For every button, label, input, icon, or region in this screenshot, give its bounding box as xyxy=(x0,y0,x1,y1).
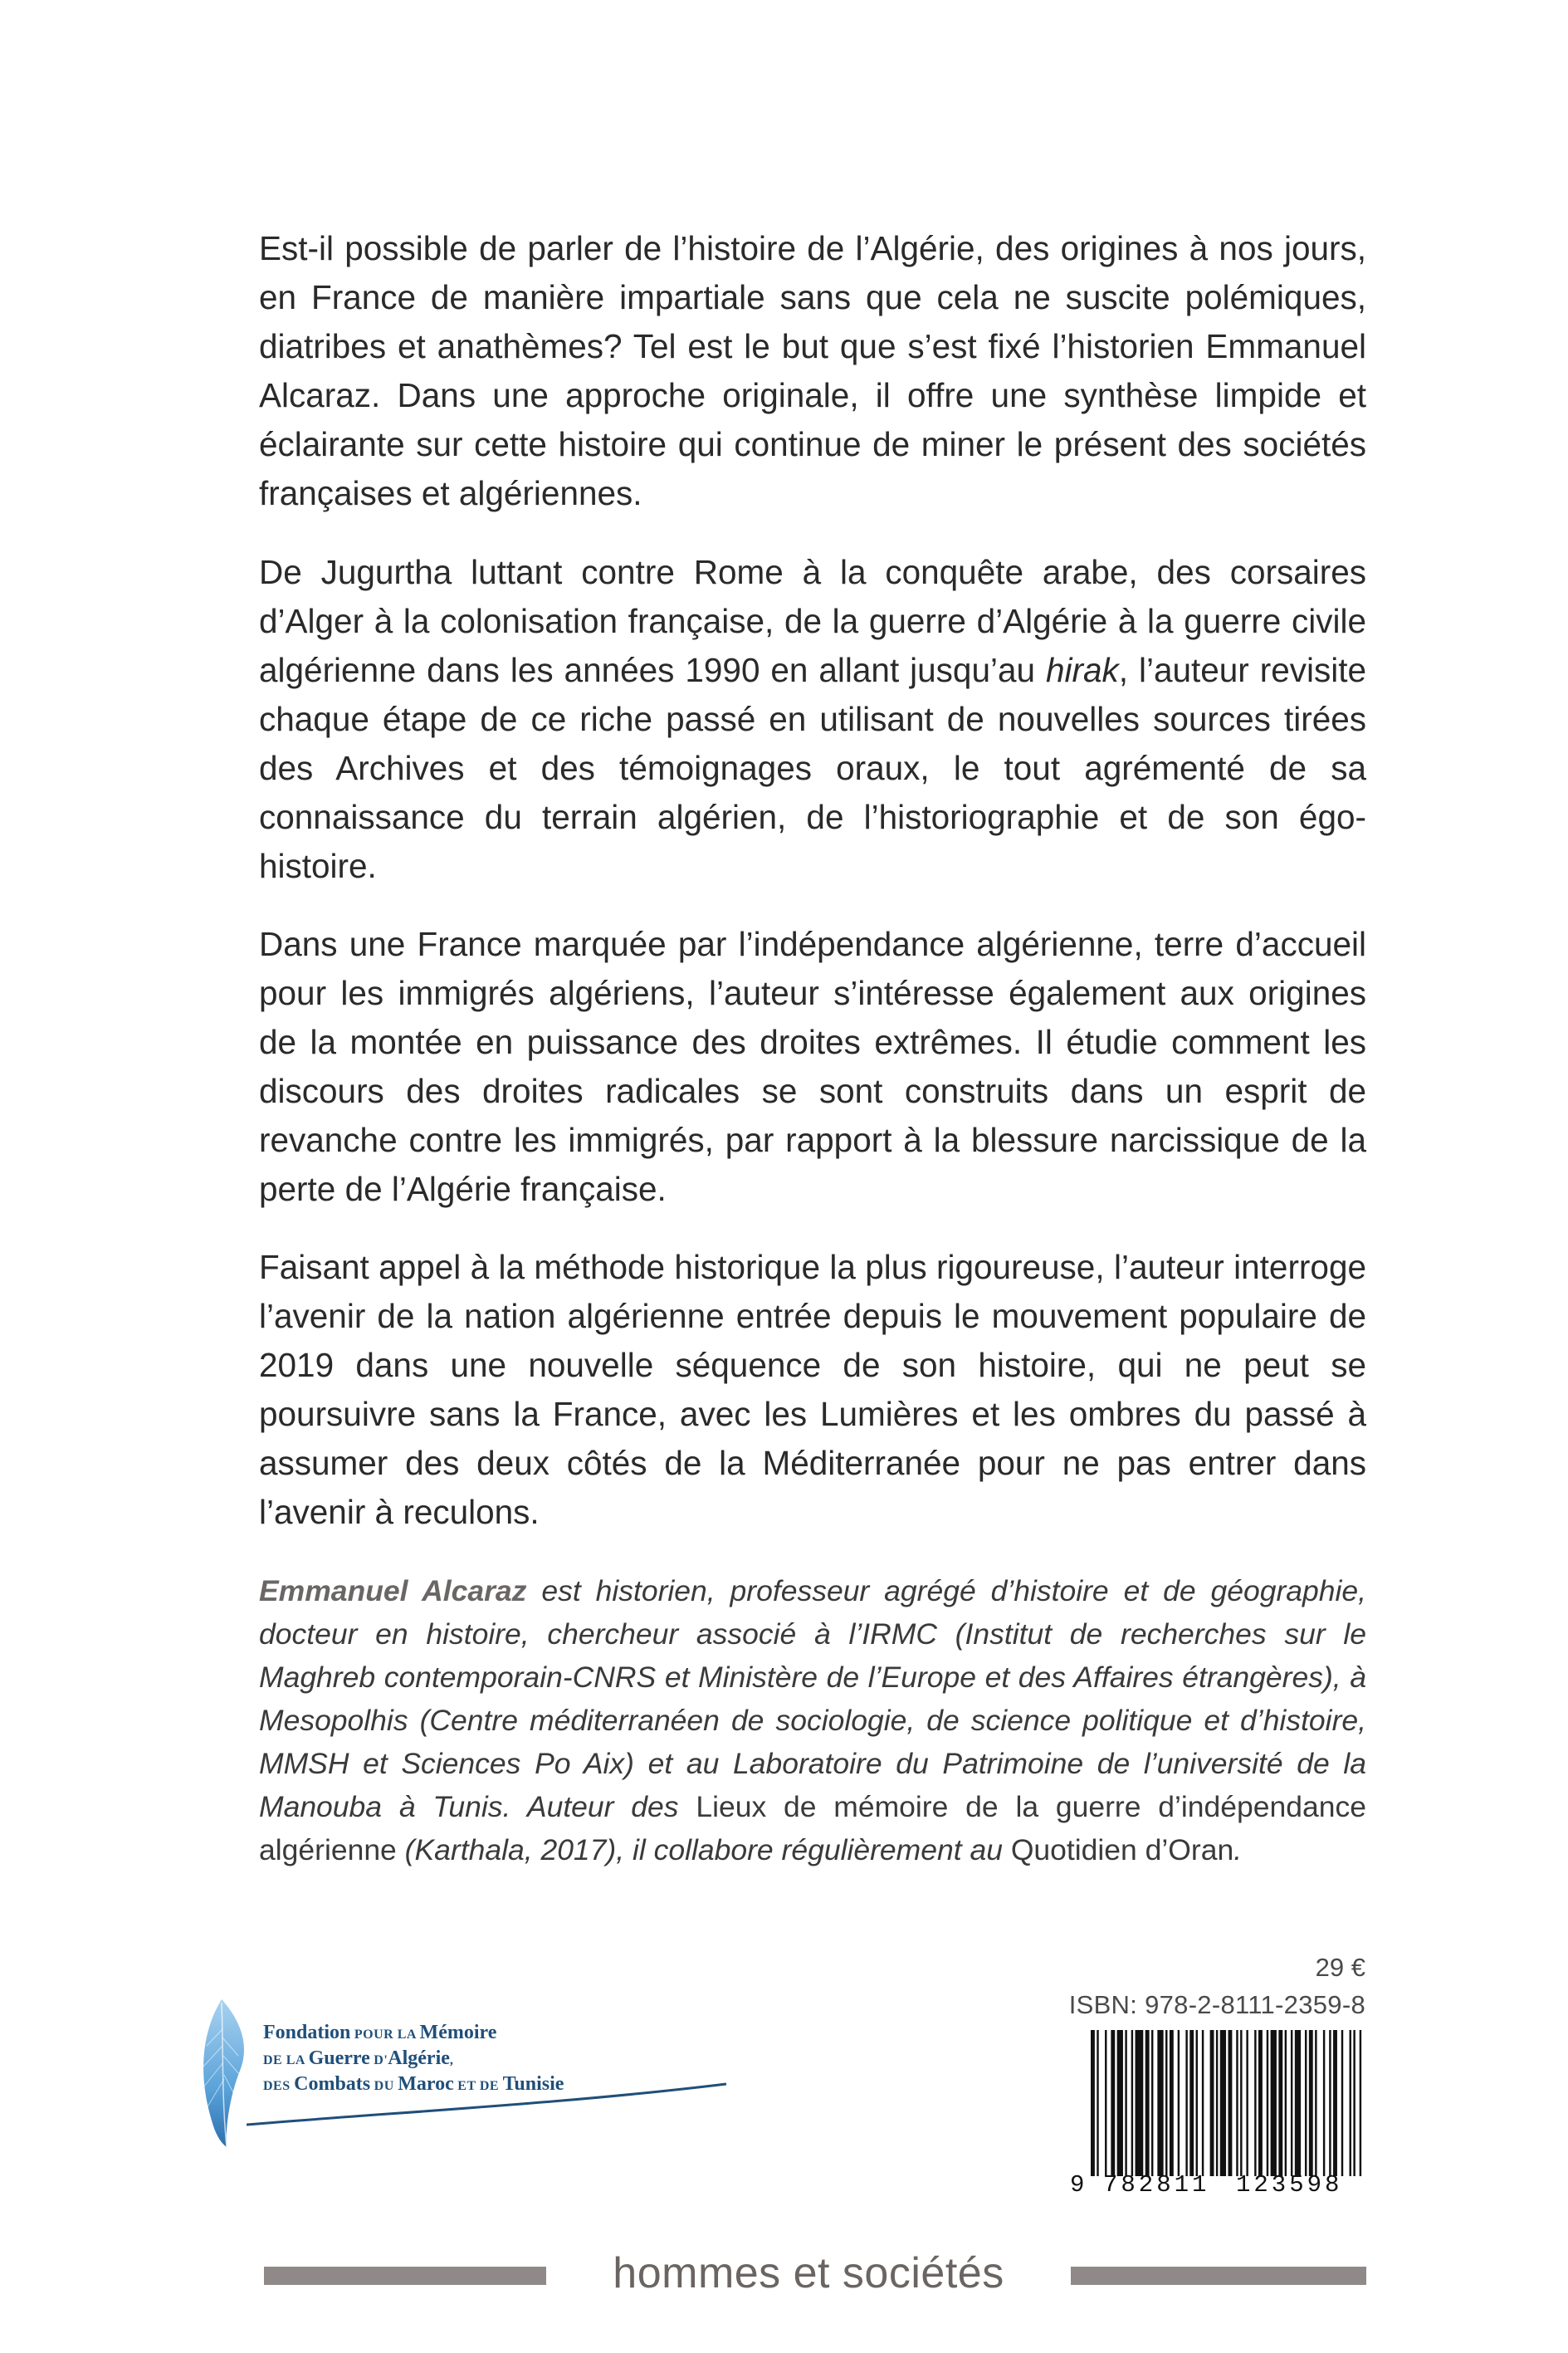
logo-word-maroc: Maroc xyxy=(398,2073,454,2095)
barcode-bar xyxy=(1196,2030,1198,2176)
barcode-bar xyxy=(1097,2030,1098,2176)
barcode-bar xyxy=(1271,2030,1277,2176)
barcode-bar xyxy=(1240,2030,1242,2176)
barcode-bar xyxy=(1170,2030,1174,2176)
barcode-bar xyxy=(1258,2030,1263,2176)
barcode-bar xyxy=(1091,2030,1095,2176)
barcode-first-digit: 9 xyxy=(1070,2171,1085,2199)
price: 29 € xyxy=(1315,1953,1365,1982)
logo-comma: , xyxy=(449,2053,454,2067)
barcode-bar xyxy=(1202,2030,1204,2176)
logo-word-memoire: Mémoire xyxy=(419,2022,497,2043)
barcode-bar xyxy=(1105,2030,1106,2176)
barcode-bar xyxy=(1178,2030,1180,2176)
paragraph-1-text: Est-il possible de parler de l’histoire de l’Algérie, des origines à nos jours, en France de manière impartiale sans que cela ne suscite polémiques, diatribes et anathèmes? Tel est le but que s’est fixé l’historien Emmanuel Alcaraz. Dans une approche originale, il offre une synthèse limpide et éclairante sur cette histoire qui continue de miner le présent des sociétés françaises et algériennes. xyxy=(259,229,1366,512)
barcode-bar xyxy=(1117,2030,1123,2176)
barcode-bars xyxy=(1091,2030,1365,2176)
barcode-bar xyxy=(1329,2030,1331,2176)
paragraph-2-before: De Jugurtha luttant contre Rome à la conquête arabe, des corsaires d’Alger à la colonisation française, de la guerre d’Algérie à la guerre civile algérienne dans les années 1990 en allant jusqu’au xyxy=(259,553,1366,689)
barcode-bar xyxy=(1333,2030,1337,2176)
barcode-bar xyxy=(1131,2030,1133,2176)
logo-word-du: DU xyxy=(370,2079,398,2093)
barcode-bar xyxy=(1210,2030,1214,2176)
barcode-bar xyxy=(1341,2030,1343,2176)
barcode-bar xyxy=(1165,2030,1167,2176)
barcode-bar xyxy=(1350,2030,1351,2176)
barcode-bar xyxy=(1291,2030,1292,2176)
barcode-bar xyxy=(1236,2030,1238,2176)
barcode-bar xyxy=(1305,2030,1307,2176)
barcode-bar xyxy=(1189,2030,1194,2176)
barcode xyxy=(1070,2030,1365,2199)
barcode-bar xyxy=(1125,2030,1126,2176)
barcode-bar xyxy=(1151,2030,1153,2176)
logo-word-des: DES xyxy=(263,2079,295,2093)
footer-bar-right xyxy=(1071,2267,1366,2285)
barcode-bar xyxy=(1315,2030,1316,2176)
logo-word-et-de: ET DE xyxy=(453,2079,503,2093)
barcode-bar xyxy=(1360,2030,1361,2176)
paragraph-2-after: , l’auteur revisite chaque étape de ce riche passé en utilisant de nouvelles sources tirées des Archives et des témoignages oraux, le tout agrémenté de sa connaissance du terrain algérien, de l’historiographie et de son égo-histoire. xyxy=(259,651,1367,885)
isbn: ISBN: 978-2-8111-2359-8 xyxy=(1068,1990,1365,2019)
logo-word-fondation: Fondation xyxy=(263,2022,351,2043)
logo-word-combats: Combats xyxy=(294,2073,371,2095)
logo-word-d: D' xyxy=(369,2053,388,2067)
barcode-bar xyxy=(1246,2030,1248,2176)
barcode-bar xyxy=(1323,2030,1325,2176)
barcode-bar xyxy=(1309,2030,1313,2176)
author-name: Emmanuel Alcaraz xyxy=(259,1574,527,1607)
barcode-bar xyxy=(1285,2030,1287,2176)
logo-line-2 xyxy=(263,2047,564,2072)
bio-newspaper: Quotidien d’Oran xyxy=(1010,1833,1234,1866)
barcode-bar xyxy=(1111,2030,1115,2176)
paragraph-2-text xyxy=(259,548,1366,891)
paragraph-4 xyxy=(259,1243,1366,1537)
barcode-bar xyxy=(1295,2030,1301,2176)
series-title: hommes et sociétés xyxy=(613,2249,1004,2297)
logo-word-tunisie: Tunisie xyxy=(502,2073,564,2095)
barcode-bar xyxy=(1185,2030,1187,2176)
fondation-logo xyxy=(197,1996,745,2154)
paragraph-3 xyxy=(259,920,1366,1214)
logo-word-pour-la: POUR LA xyxy=(350,2028,420,2042)
barcode-bar xyxy=(1220,2030,1226,2176)
barcode-group-1: 782811 xyxy=(1103,2171,1210,2199)
barcode-bar xyxy=(1145,2030,1150,2176)
paragraph-1 xyxy=(259,224,1366,518)
barcode-group-2: 123598 xyxy=(1236,2171,1343,2199)
bio-text-2: (Karthala, 2017), il collabore régulièrement au xyxy=(396,1833,1011,1866)
barcode-bar xyxy=(1254,2030,1256,2176)
logo-word-algerie: Algérie xyxy=(388,2047,450,2069)
paragraph-3-text: Dans une France marquée par l’indépendance algérienne, terre d’accueil pour les immigrés algériens, l’auteur s’intéresse également aux origines de la montée en puissance des droites extrêmes. Il étudie comment les discours des droites radicales se sont construits dans un esprit de revanche contre les immigrés, par rapport à la blessure narcissique de la perte de l’Algérie française. xyxy=(259,925,1366,1208)
logo-word-guerre: Guerre xyxy=(308,2047,370,2069)
logo-line-1 xyxy=(263,2021,564,2047)
author-bio xyxy=(259,1569,1366,1871)
barcode-bar xyxy=(1229,2030,1233,2176)
hirak-term: hirak xyxy=(1045,651,1119,689)
barcode-bar xyxy=(1157,2030,1163,2176)
bio-end: . xyxy=(1233,1833,1243,1866)
paragraph-4-text: Faisant appel à la méthode historique la plus rigoureuse, l’auteur interroge l’avenir de la nation algérienne entrée depuis le mouvement populaire de 2019 dans une nouvelle séquence de son histoire, qui ne peut se poursuivre sans la France, avec les Lumières et les ombres du passé à assumer des deux côtés de la Méditerranée pour ne pas entrer dans l’avenir à reculons. xyxy=(259,1248,1366,1531)
bio-text-1: est historien, professeur agrégé d’histoire et de géographie, docteur en histoire, chercheur associé à l’IRMC (Institut de recherches sur le Maghreb contemporain-CNRS et Ministère de l’Europe et des Affaires étrangères), à Mesopolhis (Centre méditerranéen de sociologie, de science politique et d’histoire, MMSH et Sciences Po Aix) et au Laboratoire du Patrimoine de l’université de la Manouba à Tunis. Auteur des xyxy=(259,1574,1366,1823)
footer-bar-left xyxy=(264,2267,546,2285)
logo-word-de-la: DE LA xyxy=(263,2053,309,2067)
bio-book-title: Lieux de mémoire de la guerre d’indépendance algérienne xyxy=(259,1790,1366,1866)
swoosh-underline xyxy=(247,2079,728,2129)
barcode-bar xyxy=(1216,2030,1218,2176)
barcode-bar xyxy=(1136,2030,1144,2176)
barcode-bar xyxy=(1278,2030,1282,2176)
paragraph-2 xyxy=(259,548,1366,891)
barcode-bar xyxy=(1353,2030,1355,2176)
barcode-bar xyxy=(1267,2030,1268,2176)
